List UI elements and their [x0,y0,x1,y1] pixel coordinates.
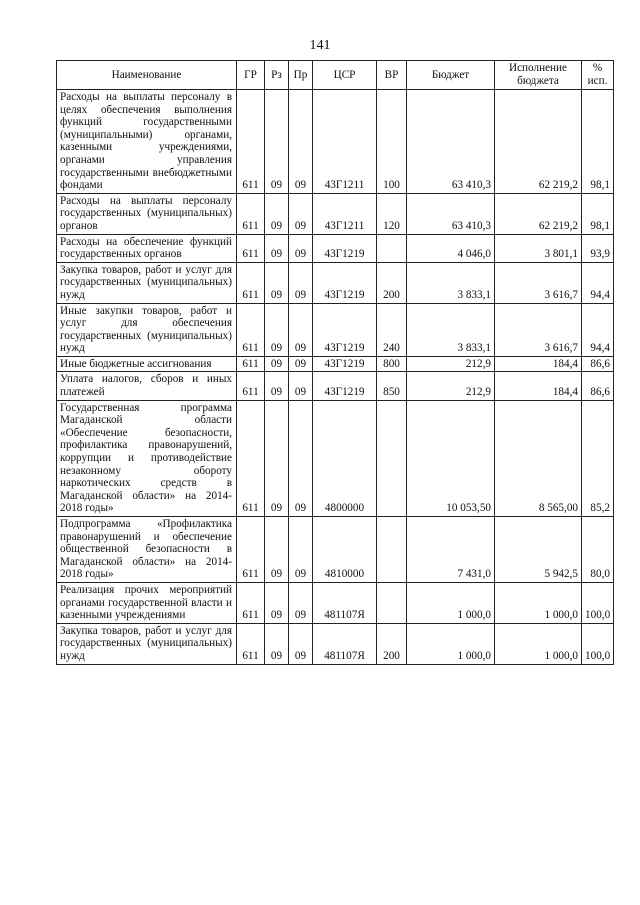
rz-cell: 09 [265,517,289,583]
table-row [57,303,614,356]
budget-cell: 10 053,50 [407,400,495,516]
gr-cell: 611 [237,303,265,356]
rz-cell: 09 [265,356,289,372]
execution-cell: 184,4 [495,372,582,400]
header-execution: Исполнение бюджета [495,61,582,90]
budget-cell: 212,9 [407,356,495,372]
pct-cell: 86,6 [582,372,614,400]
header-vr: ВР [377,61,407,90]
vr-cell: 240 [377,303,407,356]
gr-cell: 611 [237,90,265,194]
execution-cell: 62 219,2 [495,193,582,234]
execution-cell: 1 000,0 [495,582,582,623]
name-cell: Уплата налогов, сборов и иных платежей [57,372,237,400]
header-pr: Пр [289,61,313,90]
table-row [57,400,614,516]
name-cell: Расходы на обеспечение функций государственных органов [57,234,237,262]
name-cell: Реализация прочих мероприятий органами государственной власти и казенными учреждениями [57,582,237,623]
rz-cell: 09 [265,303,289,356]
pr-cell: 09 [289,372,313,400]
csr-cell: 43Г1219 [313,262,377,303]
pct-cell: 100,0 [582,623,614,664]
gr-cell: 611 [237,517,265,583]
execution-cell: 184,4 [495,356,582,372]
table-row [57,193,614,234]
gr-cell: 611 [237,193,265,234]
gr-cell: 611 [237,262,265,303]
vr-cell: 850 [377,372,407,400]
vr-cell: 800 [377,356,407,372]
name-cell: Государственная программа Магаданской области «Обеспечение безопасности, профилактика правонарушений, коррупции и противодействие незаконному обороту наркотических средств в Магаданской области» на 2014-2018 годы» [57,400,237,516]
vr-cell [377,400,407,516]
table-row [57,262,614,303]
rz-cell: 09 [265,234,289,262]
gr-cell: 611 [237,582,265,623]
csr-cell: 481107Я [313,623,377,664]
budget-cell: 63 410,3 [407,90,495,194]
name-cell: Иные закупки товаров, работ и услуг для обеспечения государственных (муниципальных) нужд [57,303,237,356]
csr-cell: 43Г1211 [313,90,377,194]
page-number: 141 [309,38,331,53]
gr-cell: 611 [237,623,265,664]
rz-cell: 09 [265,623,289,664]
pr-cell: 09 [289,234,313,262]
budget-cell: 3 833,1 [407,303,495,356]
pr-cell: 09 [289,356,313,372]
pr-cell: 09 [289,262,313,303]
vr-cell [377,234,407,262]
pr-cell: 09 [289,582,313,623]
budget-cell: 4 046,0 [407,234,495,262]
gr-cell: 611 [237,356,265,372]
pct-cell: 94,4 [582,303,614,356]
execution-cell: 3 616,7 [495,303,582,356]
vr-cell: 200 [377,623,407,664]
name-cell: Закупка товаров, работ и услуг для государственных (муниципальных) нужд [57,623,237,664]
table-row [57,234,614,262]
csr-cell: 43Г1219 [313,234,377,262]
pct-cell: 80,0 [582,517,614,583]
table-row [57,517,614,583]
table-row [57,356,614,372]
header-budget: Бюджет [407,61,495,90]
gr-cell: 611 [237,234,265,262]
table-header-row [57,61,614,90]
rz-cell: 09 [265,372,289,400]
table-row [57,90,614,194]
vr-cell [377,517,407,583]
pct-cell: 98,1 [582,193,614,234]
execution-cell: 3 616,7 [495,262,582,303]
name-cell: Закупка товаров, работ и услуг для государственных (муниципальных) нужд [57,262,237,303]
csr-cell: 43Г1219 [313,356,377,372]
csr-cell: 4810000 [313,517,377,583]
table-row [57,582,614,623]
budget-cell: 7 431,0 [407,517,495,583]
rz-cell: 09 [265,193,289,234]
pr-cell: 09 [289,193,313,234]
csr-cell: 43Г1219 [313,303,377,356]
vr-cell: 100 [377,90,407,194]
csr-cell: 43Г1211 [313,193,377,234]
vr-cell: 120 [377,193,407,234]
header-rz: Рз [265,61,289,90]
budget-cell: 212,9 [407,372,495,400]
pr-cell: 09 [289,303,313,356]
budget-cell: 1 000,0 [407,623,495,664]
name-cell: Расходы на выплаты персоналу в целях обеспечения выполнения функций государственными (муниципальными) органами, казенными учреждениями, органами управления государственными внебюджетными фондами [57,90,237,194]
pct-cell: 94,4 [582,262,614,303]
pct-cell: 98,1 [582,90,614,194]
execution-cell: 1 000,0 [495,623,582,664]
pr-cell: 09 [289,90,313,194]
pr-cell: 09 [289,400,313,516]
budget-cell: 3 833,1 [407,262,495,303]
rz-cell: 09 [265,400,289,516]
vr-cell [377,582,407,623]
rz-cell: 09 [265,262,289,303]
execution-cell: 62 219,2 [495,90,582,194]
header-gr: ГР [237,61,265,90]
gr-cell: 611 [237,400,265,516]
execution-cell: 5 942,5 [495,517,582,583]
pct-cell: 85,2 [582,400,614,516]
csr-cell: 43Г1219 [313,372,377,400]
gr-cell: 611 [237,372,265,400]
name-cell: Иные бюджетные ассигнования [57,356,237,372]
csr-cell: 481107Я [313,582,377,623]
rz-cell: 09 [265,90,289,194]
budget-cell: 1 000,0 [407,582,495,623]
pct-cell: 100,0 [582,582,614,623]
name-cell: Подпрограмма «Профилактика правонарушений и обеспечение общественной безопасности в Магаданской области» на 2014-2018 годы» [57,517,237,583]
pct-cell: 93,9 [582,234,614,262]
execution-cell: 8 565,00 [495,400,582,516]
pr-cell: 09 [289,517,313,583]
rz-cell: 09 [265,582,289,623]
name-cell: Расходы на выплаты персоналу государственных (муниципальных) органов [57,193,237,234]
header-csr: ЦСР [313,61,377,90]
header-pct: % исп. [582,61,614,90]
table-row [57,623,614,664]
pct-cell: 86,6 [582,356,614,372]
budget-cell: 63 410,3 [407,193,495,234]
header-name: Наименование [57,61,237,90]
execution-cell: 3 801,1 [495,234,582,262]
budget-table [56,60,614,665]
table-row [57,372,614,400]
csr-cell: 4800000 [313,400,377,516]
pr-cell: 09 [289,623,313,664]
vr-cell: 200 [377,262,407,303]
